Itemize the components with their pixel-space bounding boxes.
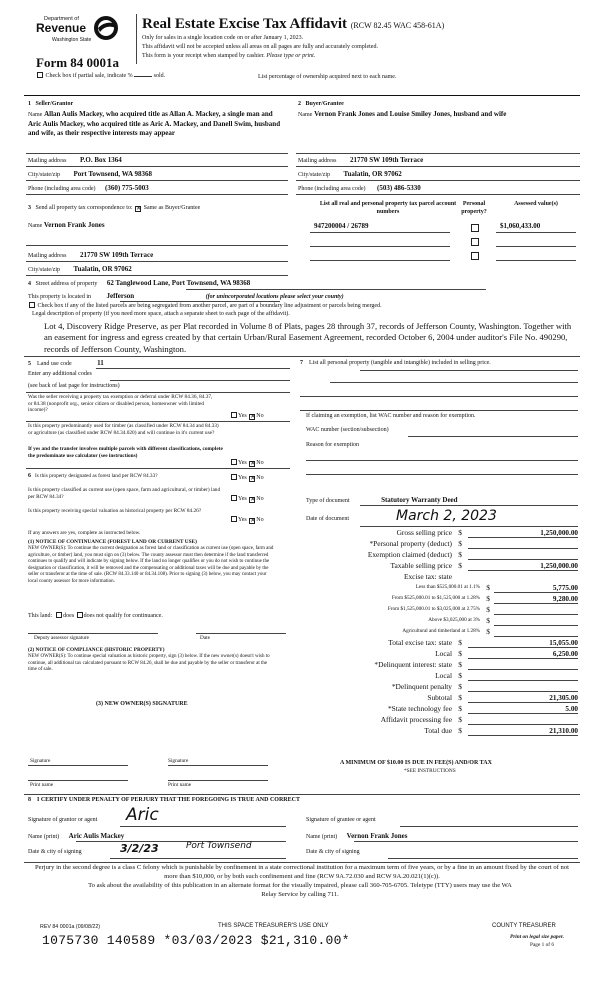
- dollar-sign: $: [458, 693, 462, 702]
- forest-if-yes: If any answers are yes, complete as instructed below.: [28, 530, 141, 536]
- dor-dept-line1: Department of: [44, 16, 79, 22]
- grantor-mailing[interactable]: P.O. Box 1364: [80, 156, 122, 164]
- tax-row-label: Affidavit processing fee: [380, 715, 452, 724]
- q1-no-checkbox[interactable]: ✕: [250, 414, 256, 420]
- grantor-header: [28, 101, 73, 108]
- grantor-phone[interactable]: (360) 775-5003: [104, 184, 149, 192]
- excise-state-label-row: [300, 571, 580, 582]
- personal-property-checkbox-1[interactable]: [471, 224, 479, 232]
- tax-row: [300, 560, 580, 571]
- does-not-label: does not qualify for continuance.: [83, 613, 163, 619]
- tax-row-value[interactable]: [468, 672, 578, 681]
- forest-q1: [28, 473, 238, 480]
- alt-format-note: To ask about the availability of this publication in an alternate format for the visually impaired, please call 360-705-6705. Teletype (TTY) users may use the WA Relay Service by calling 711.: [88, 882, 512, 898]
- correspondence-name-label: Name: [28, 223, 43, 229]
- grantor-section-num: 1: [28, 101, 31, 107]
- tax-row-label: Above $3,025,000 at 3%: [428, 617, 480, 623]
- grantee-name[interactable]: Vernon Frank Jones and Louise Smiley Jones, husband and wife: [314, 110, 507, 118]
- forest-q3-no-checkbox[interactable]: ✕: [250, 518, 256, 524]
- property-county[interactable]: Jefferson: [106, 292, 135, 300]
- tax-row: [300, 648, 580, 659]
- grantor-phone-row: [28, 184, 149, 193]
- grantor-city[interactable]: Port Townsend, WA 98368: [73, 170, 152, 178]
- correspondence-mailing-label: Mailing address: [28, 253, 67, 259]
- dollar-sign: $: [458, 638, 462, 647]
- personal-property-label: List all personal property (tangible and intangible) included in selling price.: [309, 360, 491, 366]
- grantor-sign-date[interactable]: 3/2/23: [120, 842, 159, 855]
- this-land-row: [28, 612, 163, 620]
- additional-codes: Enter any additional codes: [28, 371, 92, 377]
- treasurer-stamp: 1075730 140589 *03/03/2023 $21,310.00*: [42, 933, 350, 948]
- print-name-label-2: Print name: [168, 782, 192, 788]
- county-treasurer: COUNTY TREASURER: [492, 923, 556, 929]
- dollar-sign: $: [458, 715, 462, 724]
- forest-q1-yes-label: Yes: [238, 475, 247, 481]
- tax-row: [300, 692, 580, 703]
- tax-row-label: Gross selling price: [396, 528, 452, 537]
- certify-title: [28, 797, 300, 804]
- tax-row: [300, 549, 580, 560]
- page-title: [142, 16, 444, 33]
- segregated-note: Check box if any of the listed parcels are being segregated from another parcel, are part of a boundary line adjustment or parcels being merged.: [37, 303, 382, 309]
- page-number: Page 1 of 6: [530, 942, 554, 948]
- legal-label: Legal description of property (if you need more space, attach a separate sheet to each page of the affidavit).: [32, 311, 290, 317]
- personal-property-row: [300, 359, 576, 369]
- parcel-number[interactable]: 947200004 / 26789: [314, 222, 369, 230]
- grantor-print-row: [28, 832, 124, 841]
- header-note2: This affidavit will not be accepted unless all areas on all pages are fully and accurately completed.: [142, 44, 378, 50]
- tax-row-value[interactable]: 21,310.00: [468, 727, 578, 736]
- tax-row-value[interactable]: [468, 540, 578, 549]
- correspondence-header: [28, 205, 200, 212]
- tax-row-value[interactable]: 6,250.00: [468, 650, 578, 659]
- partial-sale-label: Check box if partial sale, indicate %: [45, 73, 133, 79]
- correspondence-city[interactable]: Tualatin, OR 97062: [73, 265, 132, 273]
- forest-q3-yes-checkbox[interactable]: [231, 516, 237, 522]
- grantee-label: Buyer/Grantee: [305, 101, 344, 107]
- dollar-sign: $: [458, 671, 462, 680]
- doc-type-label: Type of document: [306, 498, 350, 504]
- certify-title-text: I CERTIFY UNDER PENALTY OF PERJURY THAT THE FOREGOING IS TRUE AND CORRECT: [37, 797, 300, 803]
- exemption-question: Was the seller receiving a property tax exemption or deferral under RCW 84.36, 84.37, or 84.38 (nonprofit org., senior citizen or disabled person, homeowner with limited income)?: [28, 394, 213, 414]
- tax-row: [300, 637, 580, 648]
- grantor-phone-label: Phone (including area code): [28, 186, 96, 192]
- forest-q2-no-checkbox[interactable]: ✕: [250, 497, 256, 503]
- personal-property-checkbox-3[interactable]: [471, 252, 479, 260]
- property-located-note: (for unincorporated locations please select your county): [205, 294, 344, 300]
- does-not-checkbox[interactable]: [77, 612, 83, 618]
- does-label: does: [63, 613, 75, 619]
- correspondence-city-row: [28, 265, 132, 274]
- parcel-col-header: List all real and personal property tax parcel account numbers: [319, 201, 457, 215]
- tax-row: [300, 626, 580, 637]
- signature-label-1: Signature: [30, 758, 51, 764]
- segregated-row: [28, 302, 382, 310]
- dollar-sign: $: [458, 649, 462, 658]
- assessed-value[interactable]: $1,060,433.00: [500, 222, 541, 230]
- tax-row-value[interactable]: [468, 683, 578, 692]
- does-checkbox[interactable]: [56, 612, 62, 618]
- correspondence-name[interactable]: Vernon Frank Jones: [43, 221, 105, 229]
- tax-row: [300, 659, 580, 670]
- grantor-signature[interactable]: Aric: [126, 805, 159, 825]
- property-street-label: Street address of property: [35, 281, 98, 287]
- deputy-signature-label: Deputy assessor signature: [34, 635, 90, 641]
- forest-q3-no-label: No: [256, 517, 264, 523]
- tax-row: [300, 703, 580, 714]
- grantor-mailing-row: [28, 156, 122, 165]
- grantor-print-name[interactable]: Aric Aulis Mackey: [68, 832, 125, 840]
- forest-q1-yes-no: [230, 474, 264, 482]
- grantor-sign-city[interactable]: Port Townsend: [186, 841, 252, 851]
- form-number: Form 84 0001a: [36, 55, 120, 70]
- tax-row-value[interactable]: 1,250,000.00: [468, 529, 578, 538]
- same-as-checkbox[interactable]: ✕: [136, 206, 142, 212]
- tax-row: [300, 725, 580, 736]
- notice1-title: (1) NOTICE OF CONTINUANCE (FOREST LAND OR CURRENT USE): [28, 539, 197, 545]
- this-land-label: This land:: [28, 613, 53, 619]
- forest-q1-yes-checkbox[interactable]: [231, 474, 237, 480]
- header-note3: [142, 53, 315, 60]
- dollar-sign: $: [458, 550, 462, 559]
- minimum-due: A MINIMUM OF $10.00 IS DUE IN FEE(S) AND/OR TAX: [340, 760, 492, 766]
- property-street-row: [28, 279, 250, 288]
- tax-row-label: Less than $525,000.01 at 1.1%: [415, 584, 480, 590]
- partial-sale-row: [36, 72, 165, 80]
- tax-row: [300, 681, 580, 692]
- tax-row-value[interactable]: [494, 606, 578, 615]
- see-back: (see back of last page for instructions): [28, 383, 120, 389]
- personal-property-checkbox-2[interactable]: [471, 238, 479, 246]
- notice2-body: NEW OWNER(S): To continue special valuation as historic property, sign (3) below. If the new owner(s) doesn't wish to continue, all additional tax calculated pursuant to RCW 84.26, shall be due and payable by the seller or transferor at the time of sale.: [28, 654, 270, 672]
- land-use-section-num: 5: [28, 361, 31, 367]
- dollar-sign: $: [458, 704, 462, 713]
- partial-sale-checkbox[interactable]: [37, 72, 43, 78]
- dollar-sign: $: [458, 528, 462, 537]
- grantee-signature-label: Signature of grantee or agent: [306, 817, 376, 823]
- forest-q1-no-checkbox[interactable]: ✕: [250, 476, 256, 482]
- tax-row-label: Local: [435, 649, 452, 658]
- personal-property-section-num: 7: [300, 360, 303, 366]
- title-ref: (RCW 82.45 WAC 458-61A): [350, 21, 445, 30]
- rev-number: REV 84 0001a (09/08/22): [40, 924, 101, 930]
- q2-yes-label: Yes: [238, 460, 247, 466]
- header-note1: Only for sales in a single location code on or after January 1, 2023.: [142, 35, 304, 41]
- property-located-row: [28, 292, 344, 301]
- tax-rows: [300, 527, 580, 736]
- doc-type[interactable]: Statutory Warranty Deed: [381, 496, 458, 504]
- segregated-checkbox[interactable]: [29, 302, 35, 308]
- dollar-sign: $: [458, 539, 462, 548]
- q1-no-label: No: [256, 413, 264, 419]
- tax-row-value[interactable]: 21,305.00: [468, 694, 578, 703]
- property-located-label: This property is located in: [28, 294, 91, 300]
- tax-row-label: Total due: [424, 726, 452, 735]
- print-name-label-1: Print name: [30, 782, 54, 788]
- forest-q3-yes-no: [230, 516, 264, 524]
- forest-q2-yes-label: Yes: [238, 496, 247, 502]
- grantor-name-block: [28, 110, 286, 138]
- tax-row-value[interactable]: 15,055.00: [468, 639, 578, 648]
- tax-row: [300, 538, 580, 549]
- dollar-sign: $: [486, 583, 490, 592]
- forest-q2-no-label: No: [256, 496, 264, 502]
- ownership-note: List percentage of ownership acquired next to each name.: [258, 74, 397, 80]
- grantee-mailing-label: Mailing address: [298, 158, 337, 164]
- grantee-date-label: Date & city of signing: [306, 849, 360, 855]
- doc-date-label: Date of document: [306, 516, 349, 522]
- correspondence-label: Send all property tax correspondence to:: [35, 205, 133, 211]
- q2-yes-no: [230, 459, 264, 467]
- forest-q1-text: Is this property designated as forest land per RCW 84.33?: [34, 473, 158, 479]
- grantor-city-label: City/state/zip: [28, 172, 60, 178]
- q2-no-label: No: [256, 460, 264, 466]
- dollar-sign: $: [486, 605, 490, 614]
- tax-row-value[interactable]: 5,775.00: [494, 584, 578, 593]
- tax-row-label: From $1,525,000.01 to $3,025,000 at 2.75%: [387, 606, 480, 612]
- tax-row: [300, 670, 580, 681]
- partial-sale-sold: sold.: [153, 73, 166, 79]
- tax-row-label: Subtotal: [427, 693, 452, 702]
- dor-dept-line2: Revenue: [36, 21, 87, 35]
- q1-yes-checkbox[interactable]: [231, 412, 237, 418]
- q1-yes-label: Yes: [238, 413, 247, 419]
- land-use-row: [28, 359, 104, 368]
- tax-row-label: *Delinquent interest: state: [374, 660, 452, 669]
- tax-row-label: From $525,000.01 to $1,525,000 at 1.28%: [391, 595, 480, 601]
- tax-row-value[interactable]: 5.00: [468, 705, 578, 714]
- tax-row-label: Agricultural and timberland at 1.28%: [402, 628, 480, 634]
- tax-row: [300, 615, 580, 626]
- grantee-mailing[interactable]: 21770 SW 109th Terrace: [350, 156, 424, 164]
- grantee-city-label: City/state/zip: [298, 172, 330, 178]
- dollar-sign: $: [458, 561, 462, 570]
- reason-label: Reason for exemption: [306, 442, 359, 448]
- notice1-body: NEW OWNER(S): To continue the current designation as forest land or classification as current use (open space, farm and agriculture, or timber) land, you must sign on (3) below. The county assessor must then determine if the land transferred continues to qualify and will indicate by signing below. If the land no longer qualifies or you do not wish to continue the designation or classification, it will be removed and the compensating or additional taxes will be due and payable by the seller or transferor at the time of sale. (RCW 84.33.140 or 84.34.108). Prior to signing (3) below, you may contact your local county assessor for more information.: [28, 546, 274, 584]
- tax-row: [300, 527, 580, 538]
- excise-state-label: Excise tax: state: [403, 572, 452, 581]
- correspondence-mailing[interactable]: 21770 SW 109th Terrace: [80, 251, 154, 259]
- tax-row-value[interactable]: [494, 617, 578, 626]
- see-instructions: *SEE INSTRUCTIONS: [404, 768, 456, 774]
- certify-section-num: 8: [28, 797, 31, 803]
- q2-yes-checkbox[interactable]: [231, 459, 237, 465]
- tax-row: [300, 714, 580, 725]
- tax-row-label: *Personal property (deduct): [369, 539, 452, 548]
- correspondence-section-num: 3: [28, 205, 31, 211]
- dollar-sign: $: [458, 726, 462, 735]
- grantee-print-row: [306, 832, 407, 841]
- timber-question: Is this property predominantly used for timber (as classified under RCW 84.34 and 84.33) or agriculture (as classified under RCW 84.34.020) and will continue in it's current use?: [28, 423, 219, 436]
- grantor-name[interactable]: Allan Aulis Mackey, who acquired title as Allan A. Mackey, a single man and Aric Aulis Mackey, who acquired title as Aric A. Mackey, and Danell Swim, husband and wife, as their respective interests may appear: [28, 110, 281, 137]
- correspondence-city-label: City/state/zip: [28, 267, 60, 273]
- grantor-print-label: Name (print): [28, 834, 60, 840]
- grantor-name-label: Name: [28, 112, 43, 118]
- header-note3-text: This form is your receipt when stamped by cashier.: [142, 53, 265, 59]
- forest-q2: Is this property classified as current use (open space, farm and agricultural, or timber) land per RCW 84.34?: [28, 487, 221, 500]
- dor-swoosh-icon: [94, 16, 118, 40]
- grantee-name-label: Name: [298, 112, 313, 118]
- tax-row: [300, 593, 580, 604]
- tax-row-value[interactable]: 1,250,000.00: [468, 562, 578, 571]
- forest-q3: Is this property receiving special valuation as historical property per RCW 84.26?: [28, 508, 202, 514]
- grantee-header: [298, 101, 344, 108]
- grantee-phone[interactable]: (503) 486-5330: [376, 184, 421, 192]
- q1-yes-no: [230, 412, 264, 420]
- dollar-sign: $: [486, 627, 490, 636]
- legal-size-note: Print on legal size paper.: [510, 934, 565, 940]
- grantee-section-num: 2: [298, 101, 301, 107]
- deputy-date-label: Date: [200, 635, 210, 641]
- q2-no-checkbox[interactable]: ✕: [250, 461, 256, 467]
- land-use-code[interactable]: 11: [97, 359, 104, 367]
- legal-description[interactable]: Lot 4, Discovery Ridge Preserve, as per Plat recorded in Volume 8 of Plats, pages 28 through 37, records of Jefferson County, Washington. Together with an easement for ingress and egress created by that certain Urban/Rural Easement Agreement, recorded October 6, 2004 under auditor's File No. 490290, records of Jefferson County, Washington.: [44, 321, 572, 354]
- property-street[interactable]: 62 Tanglewood Lane, Port Townsend, WA 98368: [106, 279, 251, 287]
- tax-row-label: Total excise tax: state: [388, 638, 452, 647]
- grantee-phone-label: Phone (including area code): [298, 186, 366, 192]
- tax-row-label: Taxable selling price: [390, 561, 452, 570]
- grantee-mailing-row: [298, 156, 423, 165]
- tax-row: [300, 582, 580, 593]
- notice2-title: (2) NOTICE OF COMPLIANCE (HISTORIC PROPERTY): [28, 647, 165, 653]
- correspondence-mailing-row: [28, 251, 153, 260]
- dor-logo: [34, 14, 120, 48]
- header-note3-italic: Please type or print.: [266, 53, 316, 59]
- tax-row-value[interactable]: 9,280.00: [494, 595, 578, 604]
- grantee-print-label: Name (print): [306, 834, 338, 840]
- forest-q2-yes-checkbox[interactable]: [231, 495, 237, 501]
- grantor-label: Seller/Grantor: [35, 101, 74, 107]
- wac-label: WAC number (section/subsection): [306, 427, 389, 433]
- tax-row-label: Exemption claimed (deduct): [367, 550, 452, 559]
- grantor-signature-label: Signature of grantor or agent: [28, 817, 98, 823]
- doc-type-row: [306, 496, 458, 505]
- new-owner-signature-title: (3) NEW OWNER(S) SIGNATURE: [96, 701, 188, 707]
- correspondence-name-row: [28, 221, 105, 230]
- tax-row-value[interactable]: [494, 628, 578, 637]
- tax-row-label: *State technology fee: [387, 704, 452, 713]
- grantor-city-row: [28, 170, 152, 179]
- doc-date[interactable]: March 2, 2023: [396, 508, 497, 524]
- dollar-sign: $: [486, 594, 490, 603]
- tax-row-value[interactable]: [468, 551, 578, 560]
- same-as-label: Same as Buyer/Grantee: [143, 205, 201, 211]
- property-section-num: 4: [28, 281, 31, 287]
- land-use-label: Land use code: [37, 361, 72, 367]
- tax-row-value[interactable]: [468, 661, 578, 670]
- dollar-sign: $: [458, 682, 462, 691]
- grantee-print-name[interactable]: Vernon Frank Jones: [346, 832, 408, 840]
- title-text: Real Estate Excise Tax Affidavit: [142, 16, 347, 32]
- perjury-statement: [28, 864, 576, 881]
- grantee-city[interactable]: Tualatin, OR 97062: [343, 170, 402, 178]
- dollar-sign: $: [486, 616, 490, 625]
- dor-dept-line3: Washington State: [52, 37, 92, 43]
- grantee-phone-row: [298, 184, 421, 193]
- dollar-sign: $: [458, 660, 462, 669]
- grantor-mailing-label: Mailing address: [28, 158, 67, 164]
- signature-label-2: Signature: [168, 758, 189, 764]
- forest-q2-yes-no: [230, 495, 264, 503]
- forest-section-num: 6: [28, 473, 31, 479]
- personal-col-header: Personal property?: [461, 201, 487, 215]
- forest-q1-no-label: No: [256, 475, 264, 481]
- exemption-label: If claiming an exemption, list WAC number and reason for exemption.: [306, 413, 476, 419]
- grantee-name-block: [298, 110, 578, 119]
- grantee-city-row: [298, 170, 402, 179]
- grantor-date-label: Date & city of signing: [28, 849, 82, 855]
- tax-row-label: *Delinquent penalty: [391, 682, 452, 691]
- assessed-col-header: Assessed value(s): [514, 201, 558, 207]
- multi-parcel-question: If yes and the transfer involves multiple parcels with different classifications, complete the predominate use calculator (see instructions): [28, 446, 223, 459]
- tax-row-label: Local: [435, 671, 452, 680]
- tax-row: [300, 604, 580, 615]
- tax-row-value[interactable]: [468, 716, 578, 725]
- treasurer-use-only: THIS SPACE TREASURER'S USE ONLY: [218, 923, 329, 929]
- perjury-text: Perjury in the second degree is a class C felony which is punishable by confinement in a state correctional institution for a maximum term of five years, or by a fine in an amount fixed by the court of not more than $10,000, or by both such confinement and fine (RCW 9A.72.030 and RCW 9A.20.021(1)(c)).: [35, 864, 569, 880]
- forest-q3-yes-label: Yes: [238, 517, 247, 523]
